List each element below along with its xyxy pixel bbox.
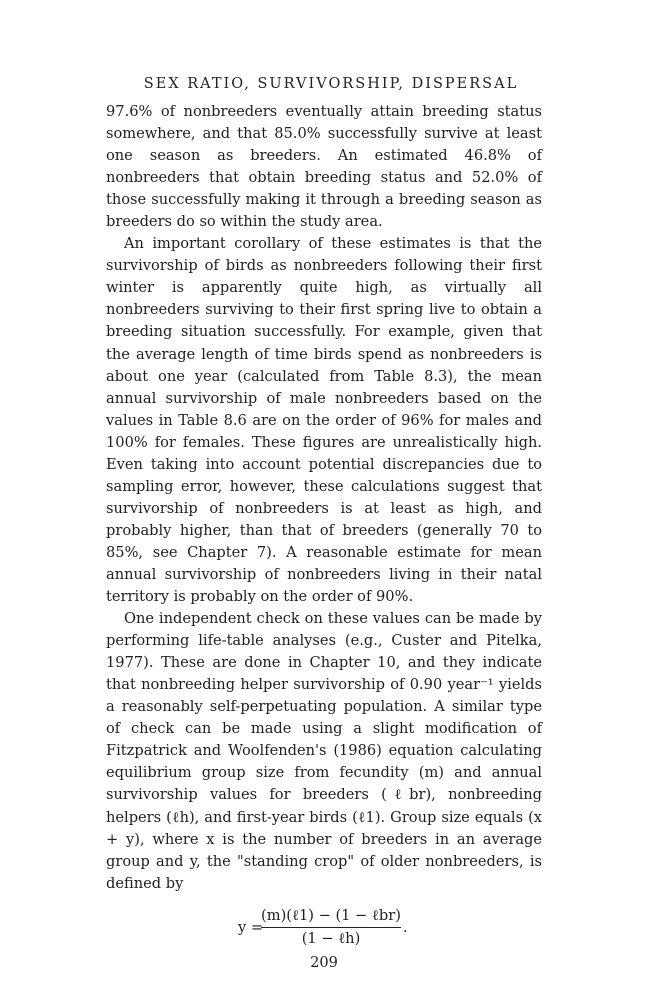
- equation-fraction: [261, 907, 401, 948]
- paragraph-continued: 97.6% of nonbreeders eventually attain breeding status somewhere, and that 85.0% successfully survive at least one season as breeders. An estimated 46.8% of nonbreeders that obtain breeding status and 52.0% of those successfully making it through a breeding season as breeders do so within the study area.: [106, 103, 542, 231]
- book-page: [106, 76, 542, 971]
- running-title: SEX RATIO, SURVIVORSHIP, DISPERSAL: [143, 76, 519, 92]
- paragraph-corollary: An important corollary of these estimates is that the survivorship of birds as nonbreeders following their first winter is apparently quite high, as virtually all nonbreeders surviving to their first spring live to obtain a breeding situation successfully. For example, given that the average length of time birds spend as nonbreeders is about one year (calculated from Table 8.3), the mean annual survivorship of male nonbreeders based on the values in Table 8.6 are on the order of 96% for males and 100% for females. These figures are unrealistically high. Even taking into account potential discrepancies due to sampling error, however, these calculations suggest that survivorship of nonbreeders is at least as high, and probably higher, than that of breeders (generally 70 to 85%, see Chapter 7). A reasonable estimate for mean annual survivorship of nonbreeders living in their natal territory is probably on the order of 90%.: [106, 235, 542, 606]
- equation-denominator: (1 − ℓh): [301, 929, 361, 947]
- equation-standing-crop: [106, 907, 542, 951]
- equation-numerator: (m)(ℓ1) − (1 − ℓbr): [261, 907, 401, 928]
- paragraph-independent-check: One independent check on these values can be made by performing life-table analyses (e.g., Custer and Pitelka, 1977). These are done in Chapter 10, and they indicate that nonbreeding helper survivorship of 0.90 year⁻¹ yields a reasonably self-perpetuating population. A similar type of check can be made using a slight modification of Fitzpatrick and Woolfenden's (1986) equation calculating equilibrium group size from fecundity (m) and annual survivorship values for breeders (ℓbr), nonbreeding helpers (ℓh), and first-year birds (ℓ1). Group size equals (x + y), where x is the number of breeders in an average group and y, the "standing crop" of older nonbreeders, is defined by: [106, 610, 542, 892]
- equation-lhs: y =: [238, 918, 264, 936]
- page-number: 209: [310, 953, 338, 971]
- equation-period: .: [403, 918, 408, 936]
